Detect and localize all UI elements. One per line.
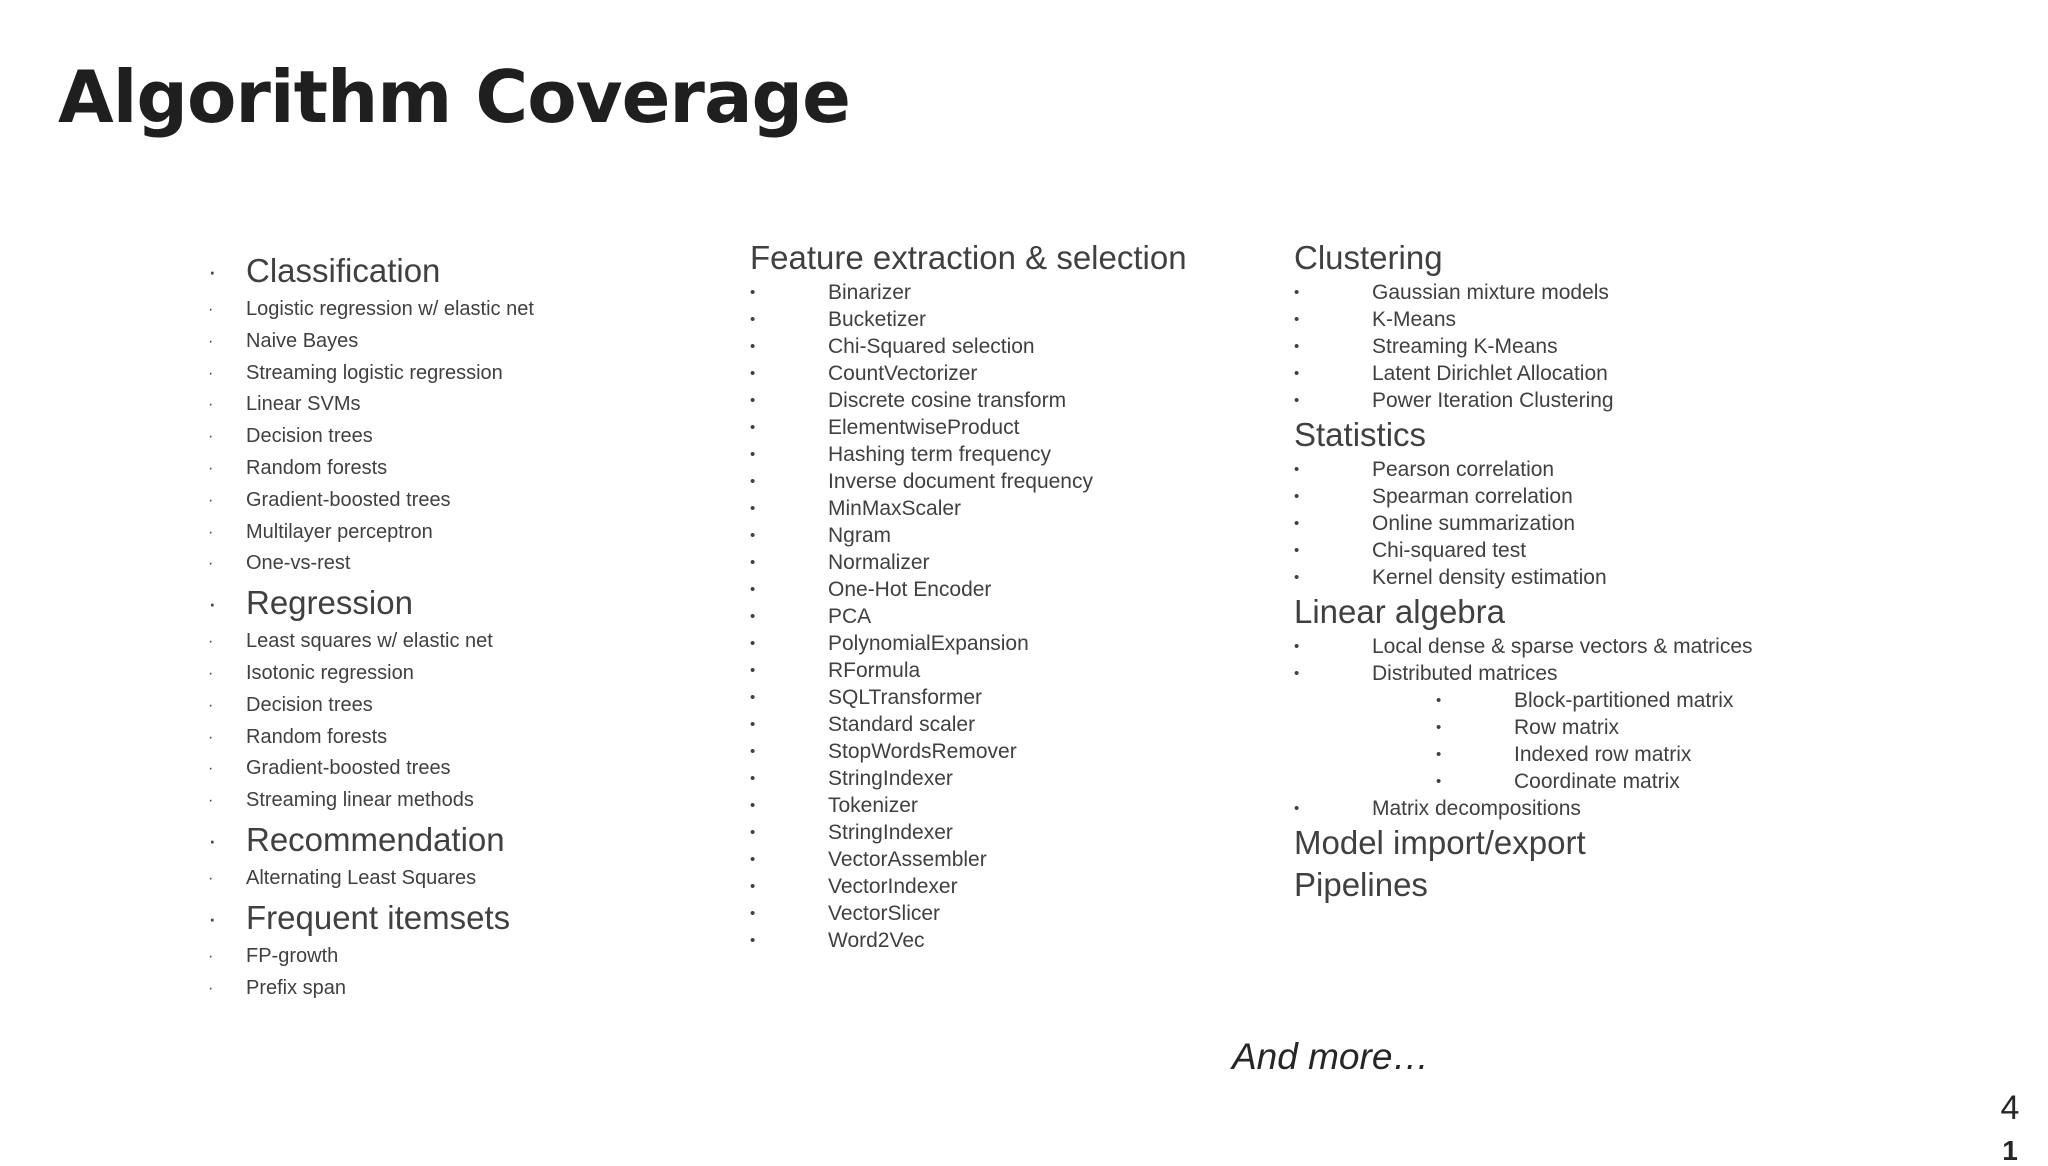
list-item-text: Distributed matrices <box>1372 662 1558 685</box>
bullet-icon: • <box>750 392 756 409</box>
list-item <box>750 603 1270 630</box>
list-item-text: Isotonic regression <box>246 661 414 684</box>
list-item-text: Random forests <box>246 456 388 479</box>
bullet-icon: • <box>750 338 756 355</box>
bullet-icon: · <box>208 869 214 887</box>
list-item-text: StopWordsRemover <box>828 740 1017 763</box>
bullet-icon: • <box>750 500 756 517</box>
list-item <box>1294 360 1994 387</box>
section-heading <box>206 820 726 858</box>
list-item <box>1294 795 1994 822</box>
bullet-icon: • <box>1294 338 1300 355</box>
list-item <box>750 495 1270 522</box>
bullet-icon: · <box>208 664 214 682</box>
list-item-text: VectorIndexer <box>828 875 958 898</box>
bullet-icon: • <box>1294 800 1300 817</box>
list-item <box>206 453 726 485</box>
list-item <box>1294 660 1994 687</box>
list-item <box>750 279 1270 306</box>
bullet-icon: · <box>208 332 214 350</box>
list-item-text: Hashing term frequency <box>828 443 1051 466</box>
list-item-text: Spearman correlation <box>1372 485 1573 508</box>
list-item-text: ElementwiseProduct <box>828 416 1020 439</box>
list-item-text: VectorSlicer <box>828 902 941 925</box>
list-item <box>750 900 1270 927</box>
list-item <box>206 658 726 690</box>
list-item <box>1294 279 1994 306</box>
bullet-icon: • <box>750 878 756 895</box>
bullet-icon: • <box>750 608 756 625</box>
list-item-text: StringIndexer <box>828 821 953 844</box>
list-item <box>750 873 1270 900</box>
list-item <box>750 927 1270 954</box>
bullet-icon: • <box>750 365 756 382</box>
bullet-icon: • <box>1294 461 1300 478</box>
list-item-text: Binarizer <box>828 281 911 304</box>
list-item-text: Word2Vec <box>828 929 925 952</box>
list-item-text: Latent Dirichlet Allocation <box>1372 362 1608 385</box>
bullet-icon: · <box>208 428 214 446</box>
list-item <box>750 819 1270 846</box>
section-heading: Feature extraction & selection <box>750 239 1187 276</box>
list-item <box>206 626 726 658</box>
list-item-text: Gaussian mixture models <box>1372 281 1609 304</box>
list-item <box>1294 564 1994 591</box>
list-item-text: Coordinate matrix <box>1514 770 1680 793</box>
list-item-text: Tokenizer <box>828 794 918 817</box>
list-item <box>750 846 1270 873</box>
list-item <box>750 414 1270 441</box>
list-item <box>750 441 1270 468</box>
bullet-icon: • <box>750 554 756 571</box>
section-heading: Pipelines <box>1294 866 1428 903</box>
bullet-icon: • <box>750 689 756 706</box>
bullet-icon: · <box>208 459 214 477</box>
sub-list-item <box>1294 768 1994 795</box>
list-item <box>750 468 1270 495</box>
bullet-icon: • <box>750 635 756 652</box>
page-number-secondary: 1 <box>2002 1135 2018 1166</box>
list-item-text: Alternating Least Squares <box>246 866 477 889</box>
list-item-text: PCA <box>828 605 872 628</box>
bullet-icon: • <box>750 932 756 949</box>
list-item-text: Chi-Squared selection <box>828 335 1035 358</box>
list-item-text: Decision trees <box>246 693 373 716</box>
list-item-text: Row matrix <box>1514 716 1620 739</box>
list-item <box>750 306 1270 333</box>
bullet-icon: • <box>750 527 756 544</box>
list-item-text: Inverse document frequency <box>828 470 1093 493</box>
list-item-text: Naive Bayes <box>246 329 359 352</box>
bullet-icon: • <box>1436 692 1442 709</box>
bullet-icon: • <box>750 446 756 463</box>
section-heading <box>206 898 726 936</box>
list-item-text: CountVectorizer <box>828 362 978 385</box>
sub-list-item <box>1294 714 1994 741</box>
bullet-icon: · <box>208 301 214 318</box>
list-item-text: Streaming K-Means <box>1372 335 1558 358</box>
bullet-icon: · <box>208 696 214 714</box>
list-item <box>750 387 1270 414</box>
list-item <box>750 630 1270 657</box>
list-item <box>1294 456 1994 483</box>
list-item-text: Pearson correlation <box>1372 458 1555 481</box>
list-item-text: VectorAssembler <box>828 848 987 871</box>
section-heading <box>206 254 726 288</box>
bullet-icon: • <box>750 824 756 841</box>
section-heading: Clustering <box>1294 239 1443 276</box>
bullet-icon: • <box>750 473 756 490</box>
list-item <box>750 792 1270 819</box>
list-item <box>206 785 726 817</box>
list-item <box>1294 633 1994 660</box>
bullet-icon: • <box>750 419 756 436</box>
bullet-icon: · <box>208 555 214 573</box>
bullet-icon: · <box>208 588 217 619</box>
list-item-text: FP-growth <box>246 944 339 967</box>
bullet-icon: • <box>1294 638 1300 655</box>
section-heading <box>206 586 726 620</box>
section-heading: Statistics <box>1294 416 1427 453</box>
list-item-text: Prefix span <box>246 976 347 999</box>
list-item-text: Logistic regression w/ elastic net <box>246 298 534 320</box>
list-item <box>206 421 726 453</box>
list-item-text: Normalizer <box>828 551 930 574</box>
column-clustering-stats <box>1294 237 1994 906</box>
bullet-icon: · <box>208 947 214 965</box>
list-item-text: PolynomialExpansion <box>828 632 1029 655</box>
list-item-text: RFormula <box>828 659 921 682</box>
bullet-icon: • <box>1436 746 1442 763</box>
and-more-note: And more… <box>1232 1036 1430 1077</box>
column-features <box>750 237 1270 954</box>
list-item-text: SQLTransformer <box>828 686 983 709</box>
list-item <box>750 360 1270 387</box>
list-item-text: Bucketizer <box>828 308 927 331</box>
list-item-text: Decision trees <box>246 425 373 448</box>
list-item <box>1294 510 1994 537</box>
list-item-text: Indexed row matrix <box>1514 743 1692 766</box>
section-heading: Linear algebra <box>1294 593 1505 630</box>
column-supervised <box>206 254 726 1004</box>
list-item-text: Power Iteration Clustering <box>1372 389 1614 412</box>
list-item-text: Ngram <box>828 524 892 547</box>
bullet-icon: · <box>208 491 214 509</box>
bullet-icon: • <box>750 716 756 733</box>
bullet-icon: • <box>750 905 756 922</box>
list-item-text: Block-partitioned matrix <box>1514 689 1734 712</box>
list-item-text: One-vs-rest <box>246 552 351 575</box>
list-item-text: MinMaxScaler <box>828 497 962 520</box>
bullet-icon: • <box>750 311 756 328</box>
list-item <box>1294 306 1994 333</box>
sub-list-item <box>1294 741 1994 768</box>
bullet-icon: • <box>1294 542 1300 559</box>
list-item <box>206 722 726 754</box>
bullet-icon: • <box>1294 665 1300 682</box>
list-item <box>206 517 726 549</box>
page-number: 4 <box>2000 1089 2020 1127</box>
list-item <box>1294 333 1994 360</box>
list-item-text: Standard scaler <box>828 713 976 736</box>
list-item-text: Linear SVMs <box>246 393 361 416</box>
list-item <box>206 485 726 517</box>
sub-list-item <box>1294 687 1994 714</box>
list-item-text: Least squares w/ elastic net <box>246 630 493 653</box>
bullet-icon: · <box>208 792 214 810</box>
list-item <box>206 326 726 358</box>
list-item-text: One-Hot Encoder <box>828 578 992 601</box>
list-item <box>750 333 1270 360</box>
bullet-icon: • <box>750 743 756 760</box>
slide-title: Algorithm Coverage <box>58 55 850 139</box>
list-item <box>206 973 726 1005</box>
list-item-text: Random forests <box>246 725 388 748</box>
list-item-text: Matrix decompositions <box>1372 797 1581 820</box>
list-item <box>206 389 726 421</box>
bullet-icon: · <box>208 364 214 382</box>
list-item <box>750 657 1270 684</box>
bullet-icon: • <box>1436 773 1442 790</box>
bullet-icon: · <box>208 979 214 997</box>
bullet-icon: • <box>1436 719 1442 736</box>
list-item <box>1294 387 1994 414</box>
list-item <box>206 690 726 722</box>
list-item <box>206 863 726 895</box>
section-heading-text: Classification <box>246 252 441 289</box>
bullet-icon: • <box>750 662 756 679</box>
section-heading-text: Frequent itemsets <box>246 898 511 936</box>
list-item <box>750 738 1270 765</box>
list-item <box>206 548 726 580</box>
bullet-icon: • <box>750 797 756 814</box>
section-heading-text: Recommendation <box>246 820 505 858</box>
list-item-text: Online summarization <box>1372 512 1576 535</box>
bullet-icon: · <box>208 256 217 286</box>
list-item-text: Multilayer perceptron <box>246 520 433 543</box>
bullet-icon: • <box>1294 392 1300 409</box>
list-item-text: Gradient-boosted trees <box>246 757 451 780</box>
list-item <box>750 522 1270 549</box>
list-item <box>206 294 726 326</box>
bullet-icon: · <box>208 396 214 414</box>
bullet-icon: • <box>750 851 756 868</box>
list-item <box>1294 537 1994 564</box>
section-heading: Model import/export <box>1294 824 1586 861</box>
bullet-icon: • <box>1294 488 1300 505</box>
bullet-icon: • <box>1294 284 1300 301</box>
bullet-icon: · <box>208 728 214 746</box>
list-item <box>206 358 726 390</box>
bullet-icon: • <box>1294 569 1300 586</box>
list-item <box>750 711 1270 738</box>
section-heading-text: Regression <box>246 584 413 622</box>
bullet-icon: • <box>1294 515 1300 532</box>
list-item-text: Streaming logistic regression <box>246 361 503 384</box>
list-item <box>206 941 726 973</box>
list-item-text: Local dense & sparse vectors & matrices <box>1372 635 1753 658</box>
bullet-icon: • <box>750 581 756 598</box>
list-item <box>750 684 1270 711</box>
list-item-text: K-Means <box>1372 308 1457 331</box>
list-item <box>1294 483 1994 510</box>
bullet-icon: • <box>750 770 756 787</box>
bullet-icon: · <box>208 902 217 933</box>
list-item <box>206 753 726 785</box>
list-item <box>750 765 1270 792</box>
bullet-icon: • <box>1294 365 1300 382</box>
list-item-text: Gradient-boosted trees <box>246 488 451 511</box>
bullet-icon: · <box>208 633 214 651</box>
list-item-text: Kernel density estimation <box>1372 566 1607 589</box>
list-item-text: Streaming linear methods <box>246 789 474 812</box>
bullet-icon: • <box>1294 311 1300 328</box>
list-item <box>750 576 1270 603</box>
bullet-icon: • <box>750 284 756 301</box>
list-item-text: StringIndexer <box>828 767 953 790</box>
list-item-text: Discrete cosine transform <box>828 389 1067 412</box>
bullet-icon: · <box>208 523 214 541</box>
bullet-icon: · <box>208 760 214 778</box>
list-item-text: Chi-squared test <box>1372 539 1527 562</box>
bullet-icon: · <box>208 824 217 855</box>
list-item <box>750 549 1270 576</box>
